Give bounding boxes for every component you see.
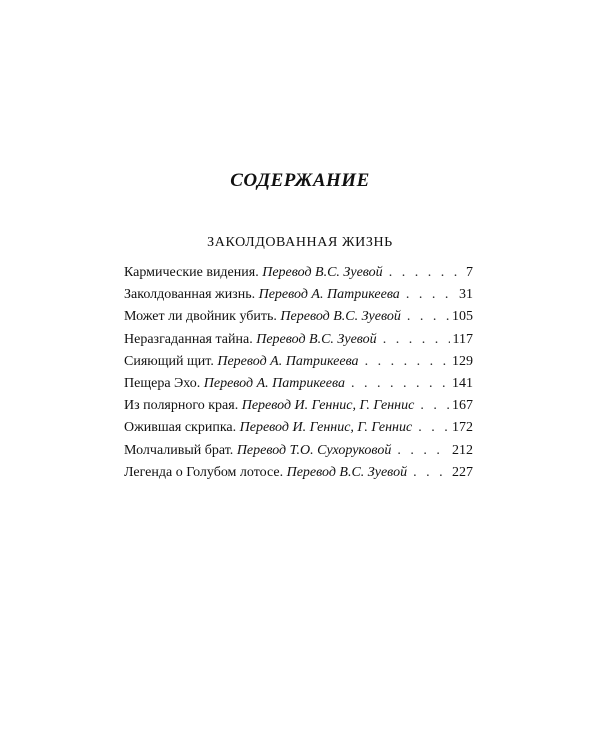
dot-leader	[351, 373, 449, 395]
toc-entry-page: 105	[452, 309, 473, 325]
toc-entry-label	[124, 417, 412, 439]
toc-entry-label	[124, 373, 345, 395]
toc-entry-page: 172	[452, 420, 473, 436]
toc-entry-translator: Перевод И. Геннис, Г. Геннис	[241, 398, 415, 414]
toc-entry-title: Легенда о Голубом лотосе.	[124, 464, 284, 480]
toc-entry-title: Неразгаданная тайна.	[124, 331, 253, 347]
toc-entry-page: 117	[452, 331, 473, 347]
toc-entry[interactable]	[124, 329, 473, 351]
toc-entry-title: Пещера Эхо.	[124, 375, 201, 391]
toc-entry-translator: Перевод А. Патрикеева	[217, 353, 359, 369]
toc-entry[interactable]	[124, 284, 473, 306]
toc-entry-label	[124, 395, 414, 417]
toc-entry-title: Может ли двойник убить.	[124, 309, 277, 325]
toc-entry-title: Кармические видения.	[124, 265, 259, 280]
toc-entry[interactable]	[124, 306, 473, 328]
toc-entry-label	[124, 440, 391, 462]
dot-leader	[413, 462, 449, 484]
toc-entry[interactable]	[124, 373, 473, 395]
toc-entry-translator: Перевод И. Геннис, Г. Геннис	[239, 420, 413, 436]
toc-entry-page: 31	[459, 287, 473, 303]
toc-entry-title: Молчаливый брат.	[124, 442, 234, 458]
toc-entry-page: 212	[452, 442, 473, 458]
toc-entry-label	[124, 306, 401, 328]
toc-entry-translator: Перевод В.С. Зуевой	[256, 331, 377, 347]
dot-leader	[397, 440, 449, 462]
toc-entry-translator: Перевод В.С. Зуевой	[262, 265, 383, 280]
dot-leader	[365, 351, 449, 373]
toc-entry-page: 141	[452, 375, 473, 391]
toc-entry-page: 227	[452, 464, 473, 480]
toc-entry[interactable]	[124, 417, 473, 439]
toc-entry-label	[124, 284, 400, 306]
dot-leader	[383, 329, 450, 351]
toc-entry-title: Из полярного края.	[124, 398, 239, 414]
toc-entry-page: 7	[466, 265, 473, 280]
toc-entry-page: 167	[452, 398, 473, 414]
toc-entry-translator: Перевод А. Патрикеева	[258, 287, 400, 303]
dot-leader	[389, 262, 463, 284]
toc-entry-title: Заколдованная жизнь.	[124, 287, 256, 303]
toc-entry-title: Ожившая скрипка.	[124, 420, 237, 436]
toc-entry[interactable]	[124, 262, 473, 284]
toc-entry-translator: Перевод В.С. Зуевой	[280, 309, 401, 325]
toc-entry-label	[124, 462, 407, 484]
toc-list	[124, 262, 473, 484]
toc-entry-label	[124, 329, 377, 351]
toc-entry-translator: Перевод А. Патрикеева	[203, 375, 345, 391]
dot-leader	[418, 417, 449, 439]
toc-entry-label	[124, 262, 383, 284]
toc-entry[interactable]	[124, 395, 473, 417]
toc-entry-title: Сияющий щит.	[124, 353, 214, 369]
section-heading: ЗАКОЛДОВАННАЯ ЖИЗНЬ	[207, 235, 393, 250]
dot-leader	[406, 284, 456, 306]
toc-entry[interactable]	[124, 351, 473, 373]
dot-leader	[407, 306, 449, 328]
toc-entry-translator: Перевод Т.О. Сухоруковой	[236, 442, 392, 458]
toc-entry[interactable]	[124, 440, 473, 462]
toc-entry-page: 129	[452, 353, 473, 369]
dot-leader	[420, 395, 449, 417]
toc-entry-label	[124, 351, 359, 373]
contents-heading: СОДЕРЖАНИЕ	[230, 170, 370, 191]
toc-entry-translator: Перевод В.С. Зуевой	[286, 464, 408, 480]
toc-entry[interactable]	[124, 462, 473, 484]
